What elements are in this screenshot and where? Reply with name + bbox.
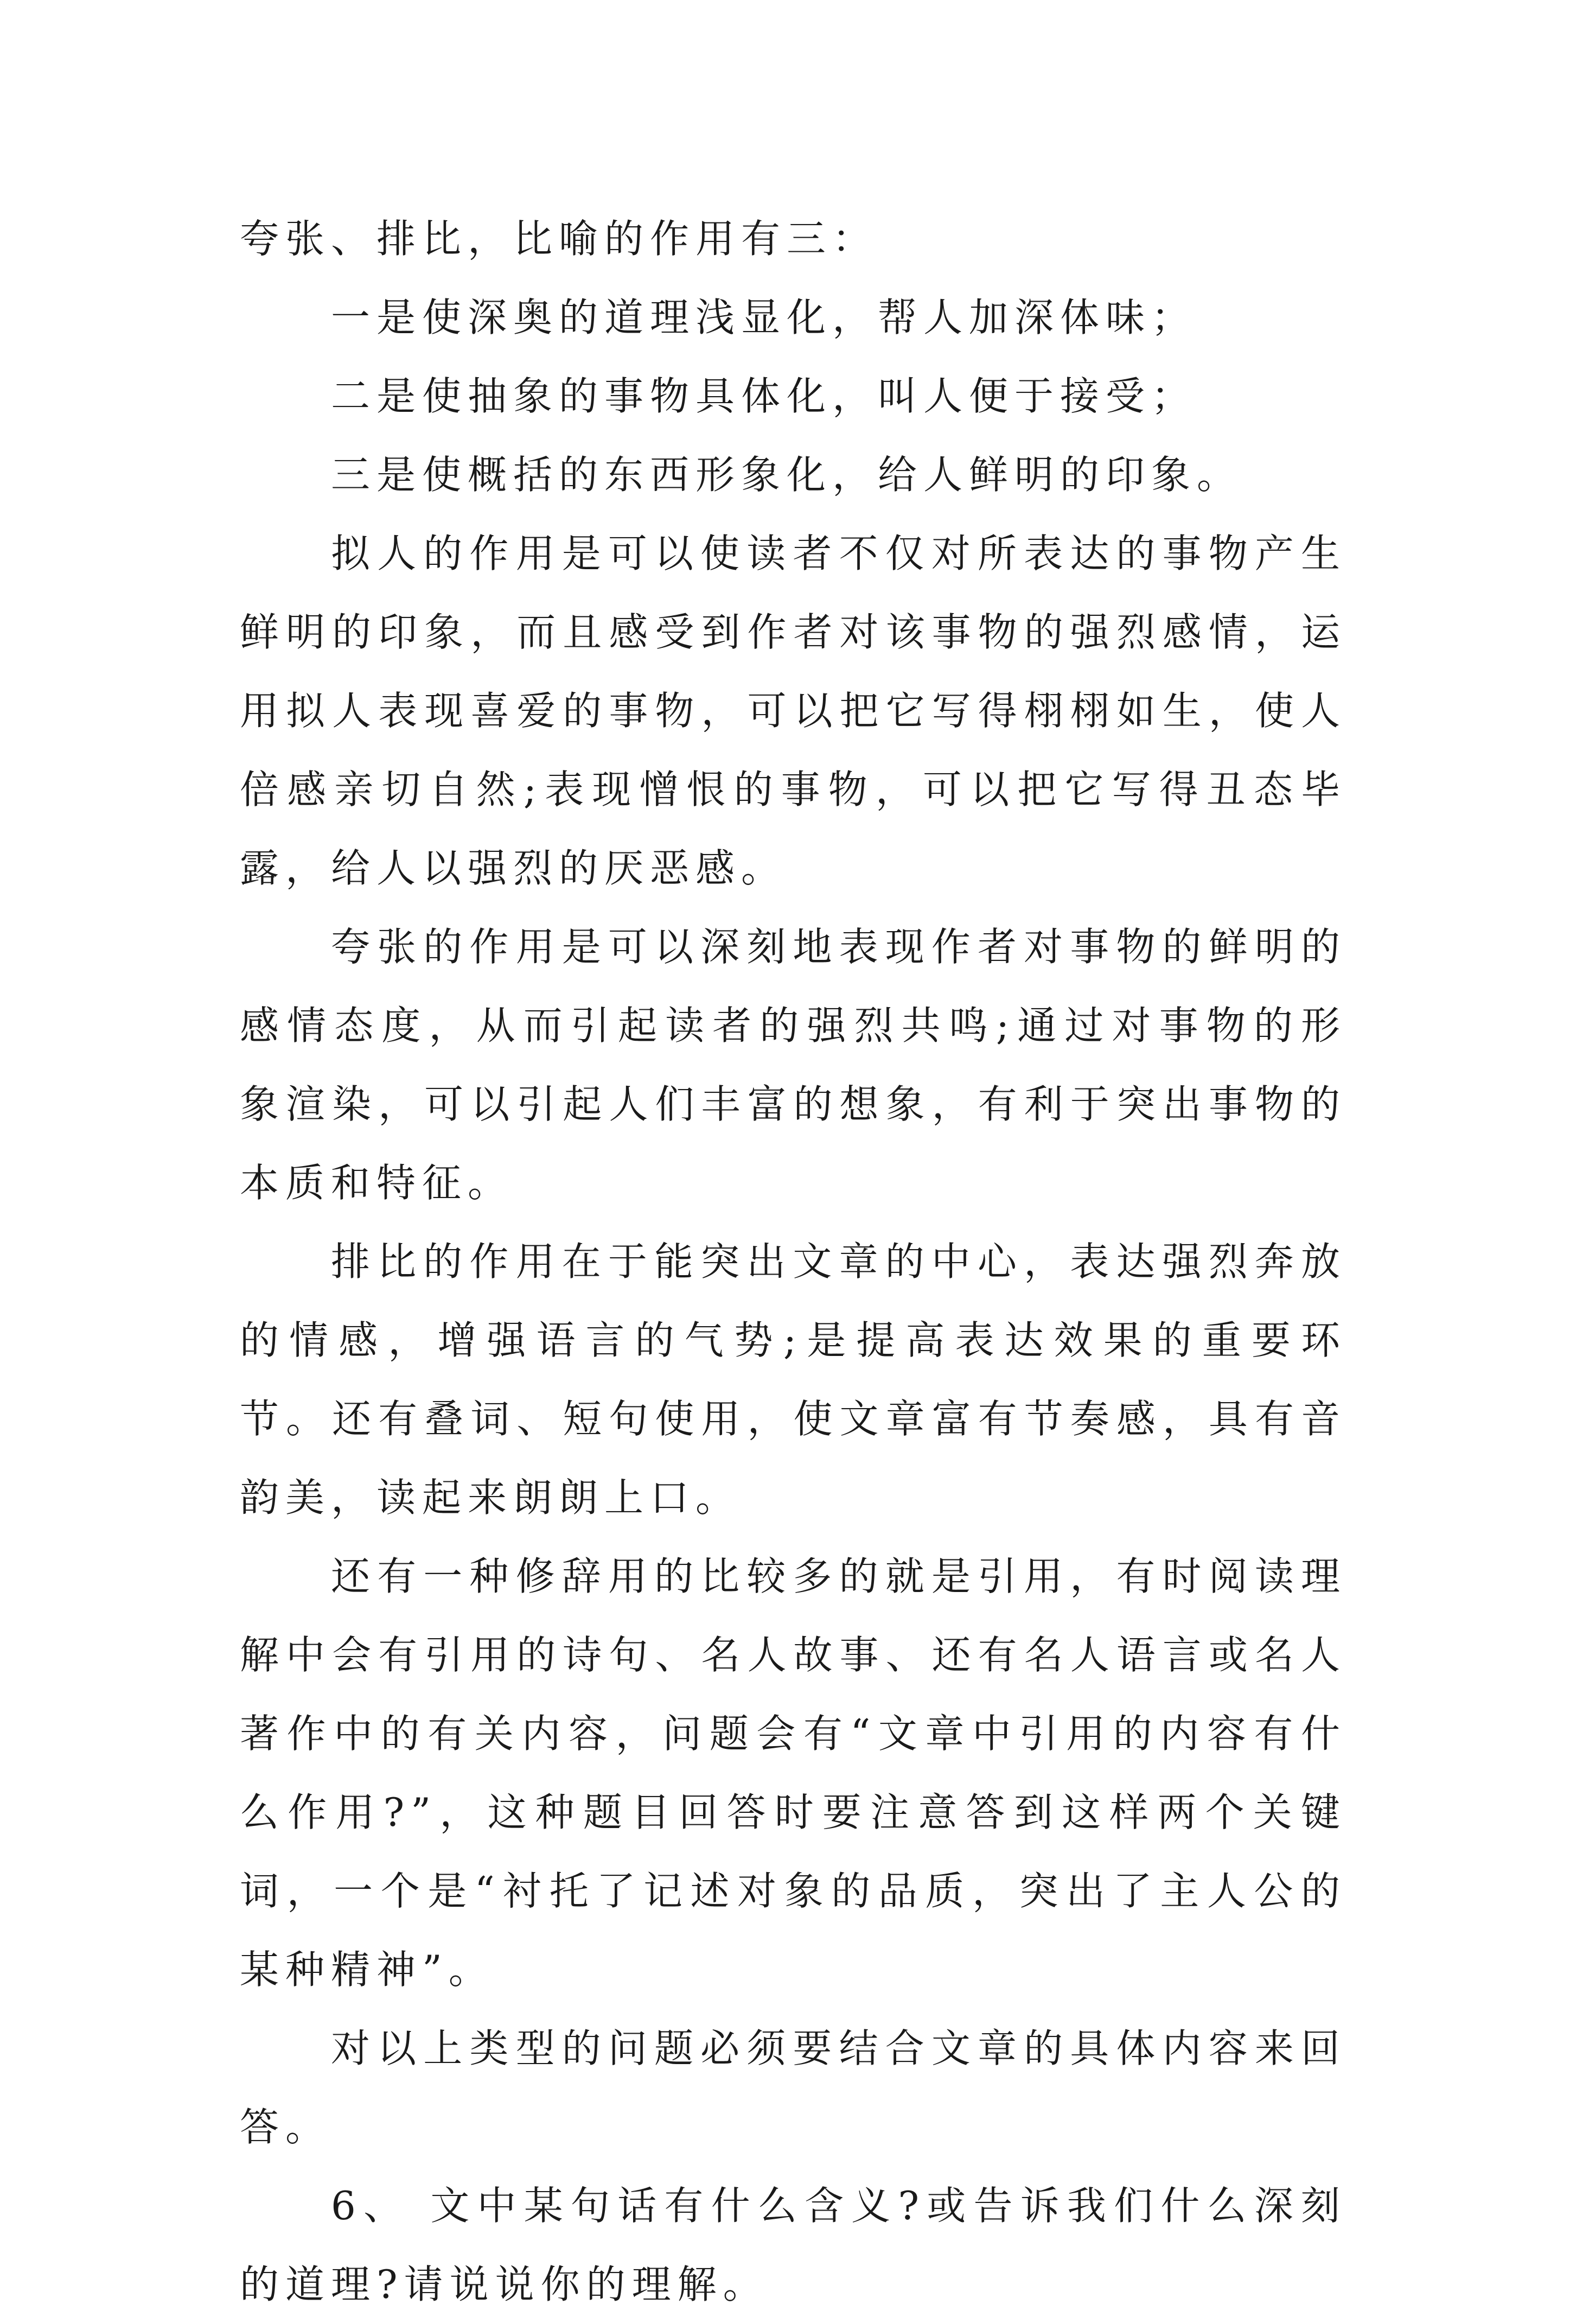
paragraph-quotation: 还有一种修辞用的比较多的就是引用，有时阅读理解中会有引用的诗句、名人故事、还有名人语言或名人著作中的有关内容，问题会有“文章中引用的内容有什么作用?”，这种题目回答时要注意答到这样两个关键词，一个是“衬托了记述对象的品质，突出了主人公的某种精神”。 [240,1553,1346,1992]
paragraph-point-two: 二是使抽象的事物具体化，叫人便于接受； [331,373,1197,419]
paragraph-parallelism: 排比的作用在于能突出文章的中心，表达强烈奔放的情感，增强语言的气势;是提高表达效果的重要环节。还有叠词、短句使用，使文章富有节奏感，具有音韵美，读起来朗朗上口。 [240,1239,1346,1520]
paragraph-point-three: 三是使概括的东西形象化，给人鲜明的印象。 [331,452,1243,498]
document-body [240,200,1346,2324]
paragraph-conclusion: 对以上类型的问题必须要结合文章的具体内容来回答。 [240,2026,1346,2150]
paragraph-point-one: 一是使深奥的道理浅显化，帮人加深体味； [331,295,1197,340]
paragraph-personification: 拟人的作用是可以使读者不仅对所表达的事物产生鲜明的印象，而且感受到作者对该事物的强烈感情，运用拟人表现喜爱的事物，可以把它写得栩栩如生，使人倍感亲切自然;表现憎恨的事物，可以把它写得丑态毕露，给人以强烈的厌恶感。 [240,531,1346,891]
paragraph-hyperbole: 夸张的作用是可以深刻地表现作者对事物的鲜明的感情态度，从而引起读者的强烈共鸣;通过对事物的形象渲染，可以引起人们丰富的想象，有利于突出事物的本质和特征。 [240,924,1346,1206]
paragraph-intro: 夸张、排比，比喻的作用有三： [240,216,878,262]
paragraph-question-six: 6、 文中某句话有什么含义?或告诉我们什么深刻的道理?请说说你的理解。 [240,2183,1346,2307]
